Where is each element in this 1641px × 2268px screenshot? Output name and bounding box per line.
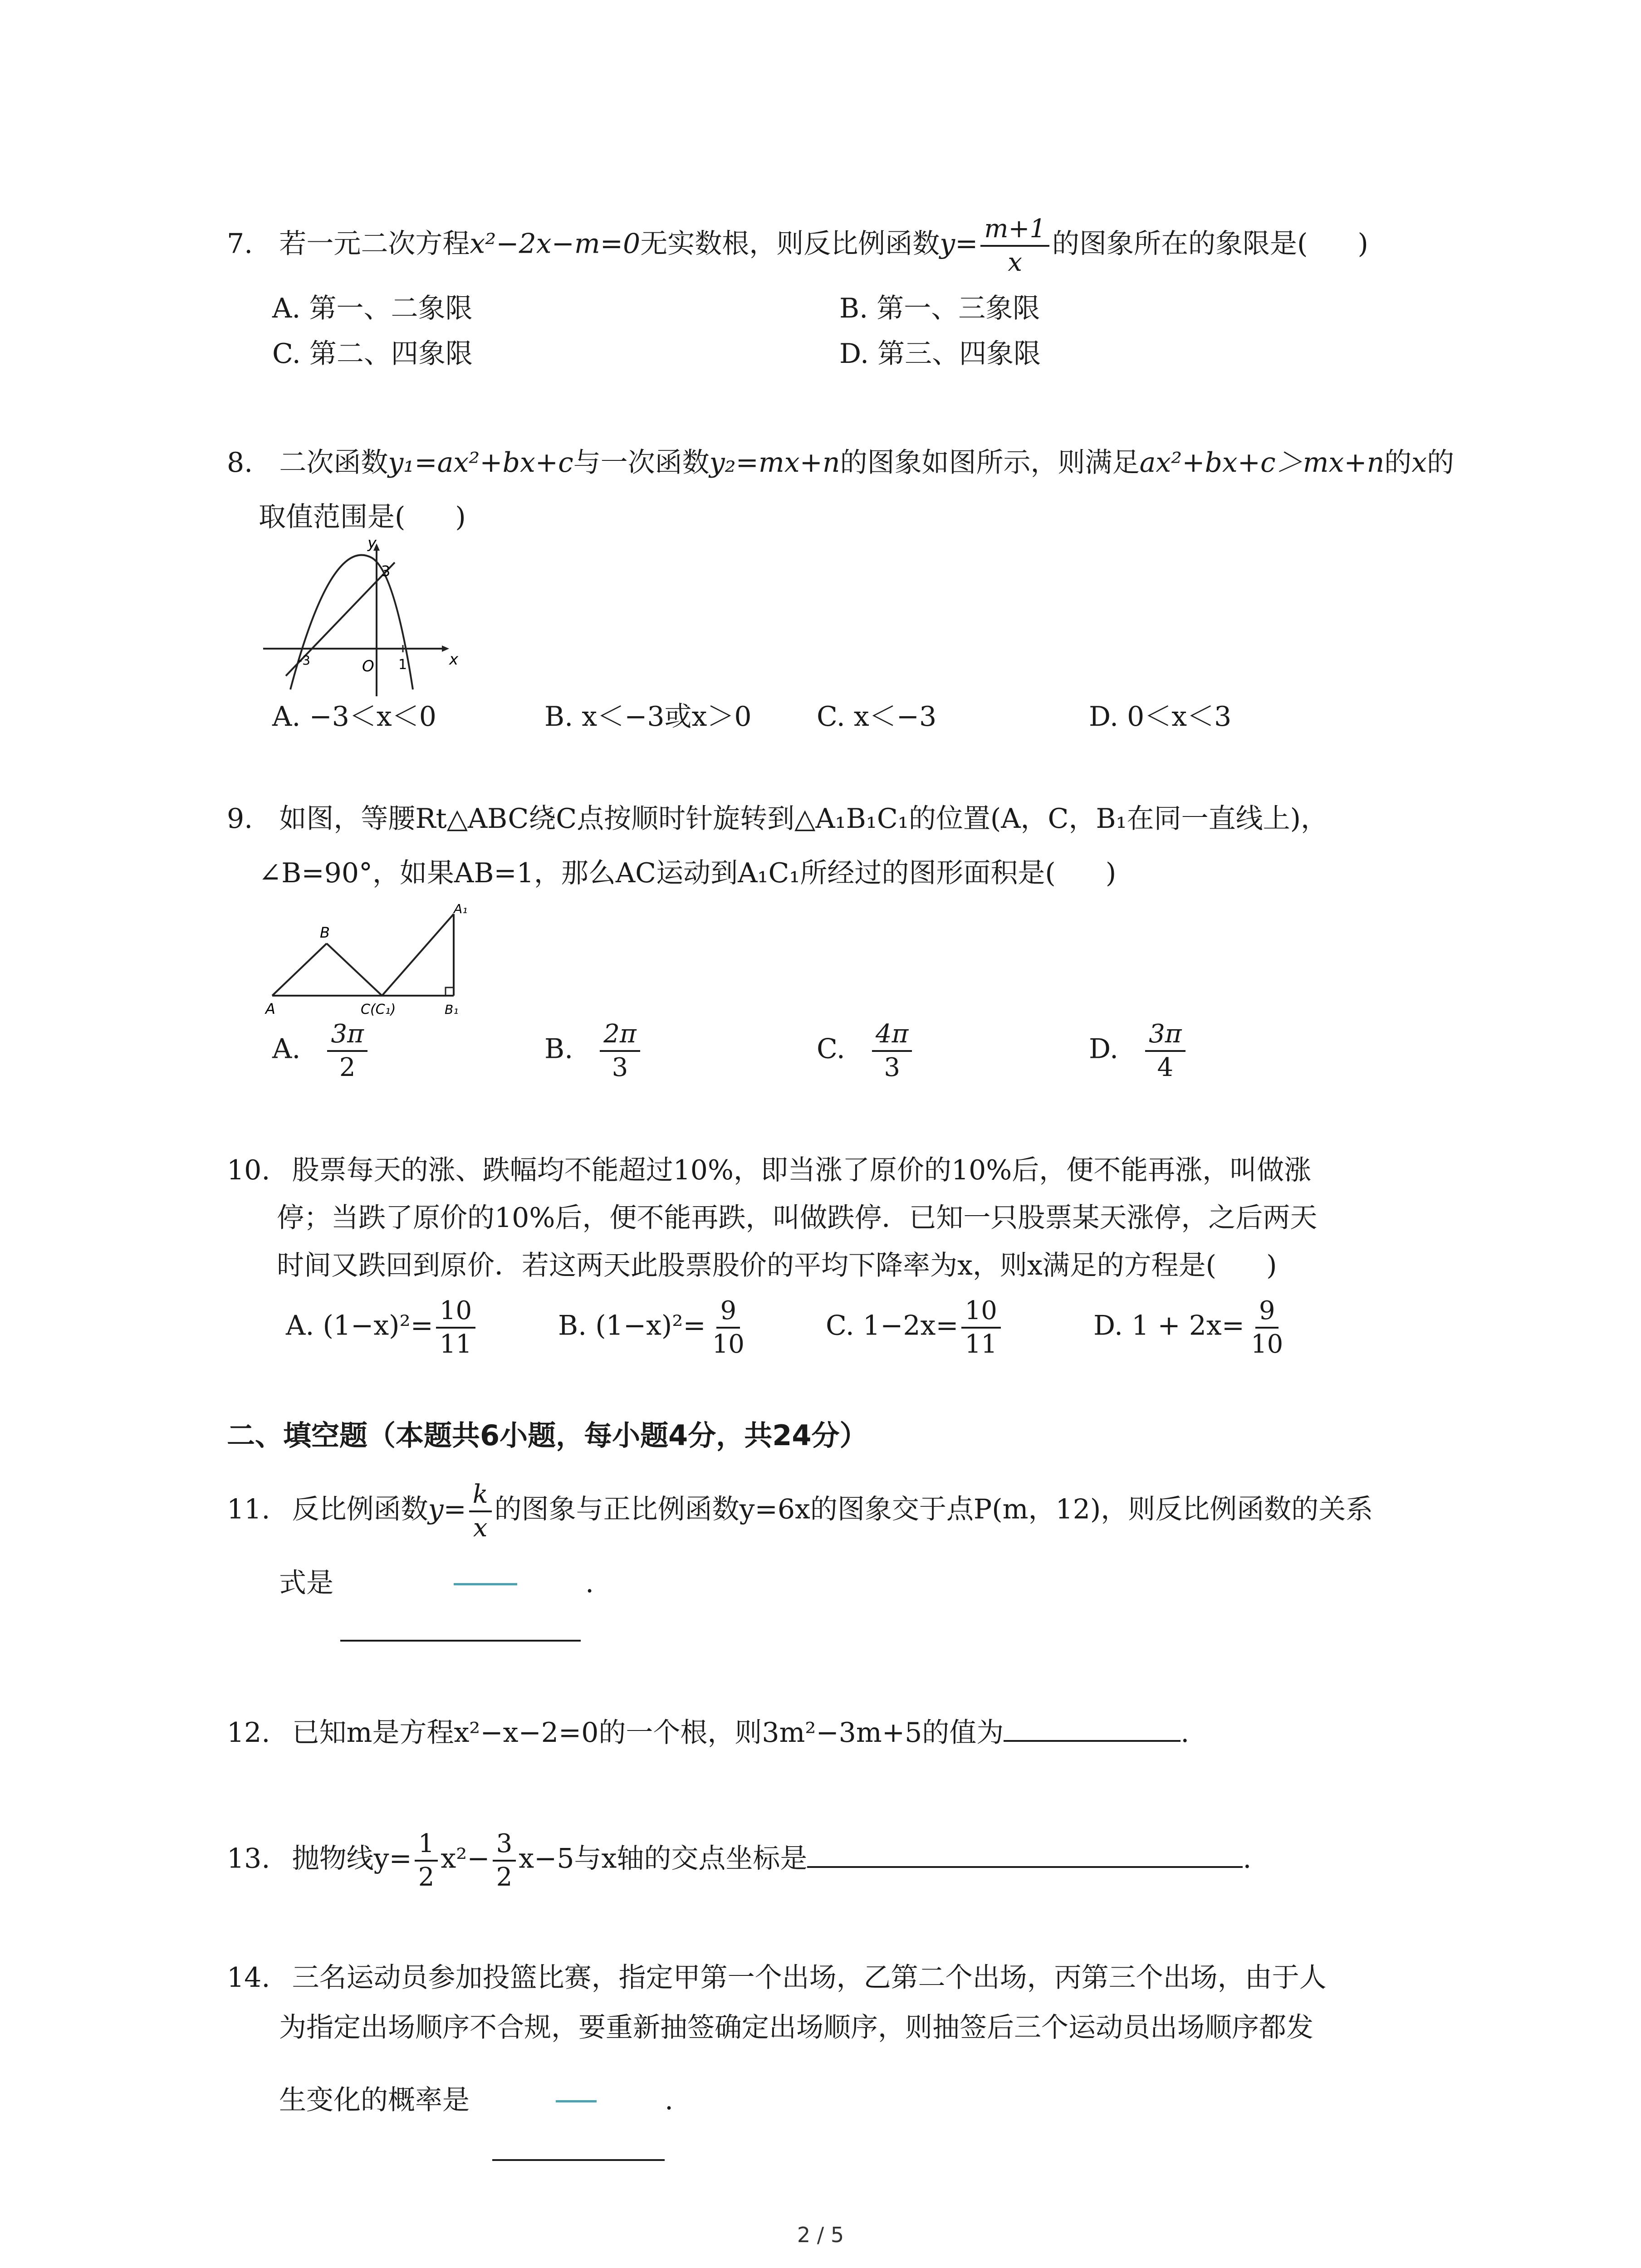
- q9-opt-b-num: 2π: [600, 1018, 640, 1052]
- section-fill-in-heading: 二、填空题（本题共6小题，每小题4分，共24分）: [227, 1419, 868, 1452]
- q10-opt-d-num: 9: [1255, 1295, 1279, 1329]
- q13-frac1: [415, 1828, 438, 1893]
- q7-frac-num: m+1: [980, 213, 1049, 247]
- q11-line1: [227, 1479, 1373, 1544]
- q13-line: [227, 1828, 1251, 1893]
- q8-graph: [259, 540, 458, 703]
- q13-frac2: [493, 1828, 516, 1893]
- q13-answer-blank[interactable]: [807, 1866, 1243, 1868]
- q8-line2: [259, 494, 466, 540]
- q11-text-a: 反比例函数: [292, 1493, 428, 1525]
- q8-text-b: 与一次函数: [573, 447, 710, 479]
- q10-opt-d-label: D. 1 + 2x=: [1093, 1310, 1244, 1342]
- q9-figure: [263, 900, 481, 1023]
- q7-close-paren: ): [1357, 228, 1368, 260]
- q8-graph-label-1: 1: [398, 657, 407, 673]
- q10-option-b: [558, 1295, 751, 1360]
- q9-fig-label-b1: B₁: [445, 1002, 459, 1017]
- q9-opt-b-den: 3: [612, 1053, 628, 1082]
- q9-opt-a-den: 2: [339, 1053, 356, 1082]
- q14-line3: 生变化的概率是: [279, 2084, 470, 2116]
- q9-opt-b-label: B.: [544, 1033, 573, 1065]
- q8-close-paren: ): [455, 501, 466, 533]
- q10-option-a: [286, 1295, 478, 1360]
- q10-opt-b-den: 10: [712, 1330, 745, 1359]
- q11-line2: 式是: [279, 1567, 333, 1599]
- q10-opt-c-frac: [961, 1295, 1001, 1360]
- q8-eq1: y₁=ax²+bx+c: [388, 447, 573, 479]
- q13-text-b: x²−: [441, 1843, 490, 1875]
- q9-opt-a-num: 3π: [327, 1018, 367, 1052]
- q10-option-c: [826, 1295, 1004, 1360]
- q9-option-d: [1089, 1018, 1188, 1084]
- q13-text-a: 抛物线y=: [292, 1843, 412, 1875]
- q13-frac2-den: 2: [496, 1862, 513, 1892]
- q9-fig-label-a1: A₁: [454, 901, 468, 916]
- q8-option-d: D. 0＜x＜3: [1089, 701, 1232, 733]
- q14-line1: [227, 1955, 1327, 2000]
- q8-x: x: [1411, 447, 1427, 479]
- q12-number: 12.: [227, 1717, 270, 1749]
- q10-opt-a-den: 11: [439, 1330, 472, 1359]
- q13-frac2-num: 3: [493, 1828, 516, 1862]
- q9-opt-a-label: A.: [272, 1033, 301, 1065]
- q9-fig-label-b: B: [320, 924, 330, 941]
- q8-graph-label-3: 3: [381, 562, 391, 580]
- q8-line1: [227, 440, 1454, 485]
- q9-opt-c-label: C.: [817, 1033, 845, 1065]
- q9-text-line1: 如图，等腰Rt△ABC绕C点按顺时针旋转到△A₁B₁C₁的位置(A，C，B₁在同一直线上)，: [279, 803, 1328, 835]
- q10-opt-c-den: 11: [965, 1330, 997, 1359]
- q13-frac1-num: 1: [415, 1828, 438, 1862]
- q11-frac-num: k: [469, 1479, 492, 1512]
- q10-close-paren: ): [1266, 1250, 1277, 1281]
- q8-text-c: 的图象如图所示，则满足: [840, 447, 1140, 479]
- q8-option-c: C. x＜−3: [817, 701, 937, 733]
- q9-text-line2: ∠B=90°，如果AB=1，那么AC运动到A₁C₁所经过的图形面积是(: [259, 857, 1056, 889]
- q10-opt-d-den: 10: [1251, 1330, 1283, 1359]
- q10-text-line3: 时间又跌回到原价．若这两天此股票股价的平均下降率为x，则x满足的方程是(: [277, 1250, 1217, 1281]
- q10-opt-b-label: B. (1−x)²=: [558, 1310, 706, 1342]
- q14-answer-mark: [556, 2100, 597, 2102]
- q11-answer-mark: [454, 1583, 517, 1585]
- q11-number: 11.: [227, 1493, 270, 1525]
- q12-period: .: [1181, 1717, 1190, 1749]
- q7-number: 7.: [227, 228, 253, 260]
- page-number: 2 / 5: [797, 2223, 844, 2247]
- q9-opt-c-num: 4π: [872, 1018, 912, 1052]
- q9-line2: [259, 850, 1116, 896]
- q8-graph-label-origin: O: [362, 657, 374, 675]
- q10-opt-c-num: 10: [961, 1295, 1001, 1329]
- q7-stem-a: 若一元二次方程: [279, 228, 470, 260]
- q12-text: 已知m是方程x²−x−2=0的一个根，则3m²−3m+5的值为: [292, 1717, 1004, 1749]
- q10-line1: [227, 1148, 1311, 1193]
- q7-frac-den: x: [1008, 248, 1022, 277]
- q10-opt-a-label: A. (1−x)²=: [286, 1310, 433, 1342]
- q9-option-a: [272, 1018, 370, 1084]
- q10-line3: [277, 1243, 1277, 1288]
- q7-stem-c: 的图象所在的象限是(: [1052, 228, 1308, 260]
- q11-period: .: [585, 1567, 594, 1599]
- q9-line1: [227, 796, 1328, 841]
- q13-number: 13.: [227, 1843, 270, 1875]
- q10-opt-c-label: C. 1−2x=: [826, 1310, 959, 1342]
- q14-number: 14.: [227, 1962, 270, 1994]
- q11-fraction: [469, 1479, 492, 1544]
- q12-answer-blank[interactable]: [1004, 1740, 1181, 1742]
- q10-option-d: [1093, 1295, 1289, 1360]
- q7-stem-b: 无实数根，则反比例函数: [640, 228, 940, 260]
- q7-stem: [227, 213, 1368, 279]
- q8-option-a: A. −3＜x＜0: [272, 701, 436, 733]
- q8-graph-label-x: x: [449, 650, 458, 669]
- q10-opt-d-frac: [1247, 1295, 1287, 1360]
- q10-opt-b-frac: [709, 1295, 748, 1360]
- q7-fraction: [980, 213, 1049, 279]
- q9-close-paren: ): [1105, 857, 1117, 889]
- q14-period: .: [665, 2084, 674, 2116]
- q7-equation: x²−2x−m=0: [470, 228, 641, 260]
- q11-answer-blank[interactable]: [340, 1640, 581, 1642]
- q10-line2: 停；当跌了原价的10%后，便不能再跌，叫做跌停．已知一只股票某天涨停，之后两天: [277, 1202, 1318, 1234]
- q9-fig-label-a: A: [265, 1000, 275, 1017]
- q9-opt-a-frac: [327, 1018, 367, 1084]
- q8-text-e: 的: [1427, 447, 1455, 479]
- q10-opt-a-num: 10: [436, 1295, 475, 1329]
- q13-text-c: x−5与x轴的交点坐标是: [519, 1843, 808, 1875]
- q7-func-lhs: y=: [940, 228, 978, 260]
- q8-eq2: y₂=mx+n: [709, 447, 840, 479]
- q13-period: .: [1243, 1843, 1252, 1875]
- q9-number: 9.: [227, 803, 253, 835]
- q7-option-a: A. 第一、二象限: [272, 293, 473, 324]
- q8-ineq: ax²+bx+c＞mx+n: [1139, 447, 1385, 479]
- q8-number: 8.: [227, 447, 253, 479]
- q12-line: [227, 1710, 1189, 1755]
- q9-opt-b-frac: [600, 1018, 640, 1084]
- q9-opt-d-label: D.: [1089, 1033, 1119, 1065]
- q8-graph-label-y: y: [367, 540, 377, 552]
- q11-text-b: 的图象与正比例函数y=6x的图象交于点P(m，12)，则反比例函数的关系: [494, 1493, 1373, 1525]
- q9-opt-d-frac: [1145, 1018, 1185, 1084]
- q9-fig-label-c: C(C₁): [361, 1002, 396, 1017]
- q9-opt-d-num: 3π: [1145, 1018, 1185, 1052]
- q8-text-line2: 取值范围是(: [259, 501, 406, 533]
- q14-text-line1: 三名运动员参加投篮比赛，指定甲第一个出场，乙第二个出场，丙第三个出场，由于人: [292, 1962, 1327, 1994]
- q7-option-c: C. 第二、四象限: [272, 338, 473, 370]
- q10-number: 10.: [227, 1154, 270, 1186]
- q13-frac1-den: 2: [418, 1862, 435, 1892]
- q7-option-b: B. 第一、三象限: [839, 293, 1040, 324]
- q9-option-b: [544, 1018, 643, 1084]
- q8-text-d: 的: [1384, 447, 1412, 479]
- q14-answer-blank[interactable]: [492, 2159, 665, 2161]
- q14-line2: 为指定出场顺序不合规，要重新抽签确定出场顺序，则抽签后三个运动员出场顺序都发: [279, 2012, 1313, 2043]
- q9-opt-d-den: 4: [1157, 1053, 1174, 1082]
- q9-opt-c-frac: [872, 1018, 912, 1084]
- q8-graph-label-neg3: -3: [298, 653, 310, 668]
- q9-option-c: [817, 1018, 915, 1084]
- q7-option-d: D. 第三、四象限: [839, 338, 1041, 370]
- q11-lhs: y=: [428, 1493, 466, 1525]
- q8-text-a: 二次函数: [279, 447, 388, 479]
- q8-option-b: B. x＜−3或x＞0: [544, 701, 752, 733]
- q10-opt-a-frac: [436, 1295, 475, 1360]
- q11-frac-den: x: [473, 1513, 488, 1543]
- q9-opt-c-den: 3: [884, 1053, 900, 1082]
- q10-text-line1: 股票每天的涨、跌幅均不能超过10%，即当涨了原价的10%后，便不能再涨，叫做涨: [292, 1154, 1312, 1186]
- q10-opt-b-num: 9: [716, 1295, 740, 1329]
